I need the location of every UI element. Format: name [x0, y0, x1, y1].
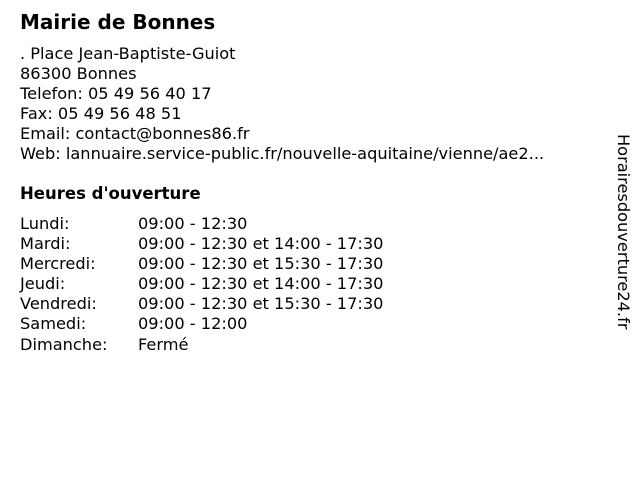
time-range: 09:00 - 12:30 — [138, 214, 248, 233]
day-label: Dimanche: — [20, 334, 108, 354]
time-range: 09:00 - 12:30 et 15:30 - 17:30 — [138, 254, 384, 274]
day-label: Mardi: — [20, 234, 71, 254]
time-range: 09:00 - 12:30 et 15:30 - 17:30 — [138, 294, 384, 314]
day-label: Samedi: — [20, 314, 87, 334]
address-block — [20, 44, 544, 165]
time-range: 09:00 - 12:30 et 14:00 - 17:30 — [138, 274, 384, 294]
page-title: Mairie de Bonnes — [20, 10, 216, 34]
day-label: Jeudi: — [20, 274, 66, 294]
phone-number: Telefon: 05 49 56 40 17 — [20, 84, 212, 104]
site-watermark: Horairesdouverture24.fr — [614, 134, 633, 330]
day-label: Mercredi: — [20, 254, 96, 274]
opening-hours-heading: Heures d'ouverture — [20, 184, 201, 203]
email-address: Email: contact@bonnes86.fr — [20, 124, 250, 144]
city-postcode: 86300 Bonnes — [20, 64, 137, 84]
time-range: Fermé — [138, 334, 189, 354]
street-address: . Place Jean-Baptiste-Guiot — [20, 44, 236, 63]
day-label: Vendredi: — [20, 294, 97, 314]
time-range: 09:00 - 12:30 et 14:00 - 17:30 — [138, 234, 384, 254]
watermark-container — [612, 134, 634, 372]
website-url: Web: lannuaire.service-public.fr/nouvelle-aquitaine/vienne/ae2... — [20, 144, 545, 164]
time-range: 09:00 - 12:00 — [138, 314, 248, 334]
day-label: Lundi: — [20, 214, 70, 233]
fax-number: Fax: 05 49 56 48 51 — [20, 104, 182, 124]
